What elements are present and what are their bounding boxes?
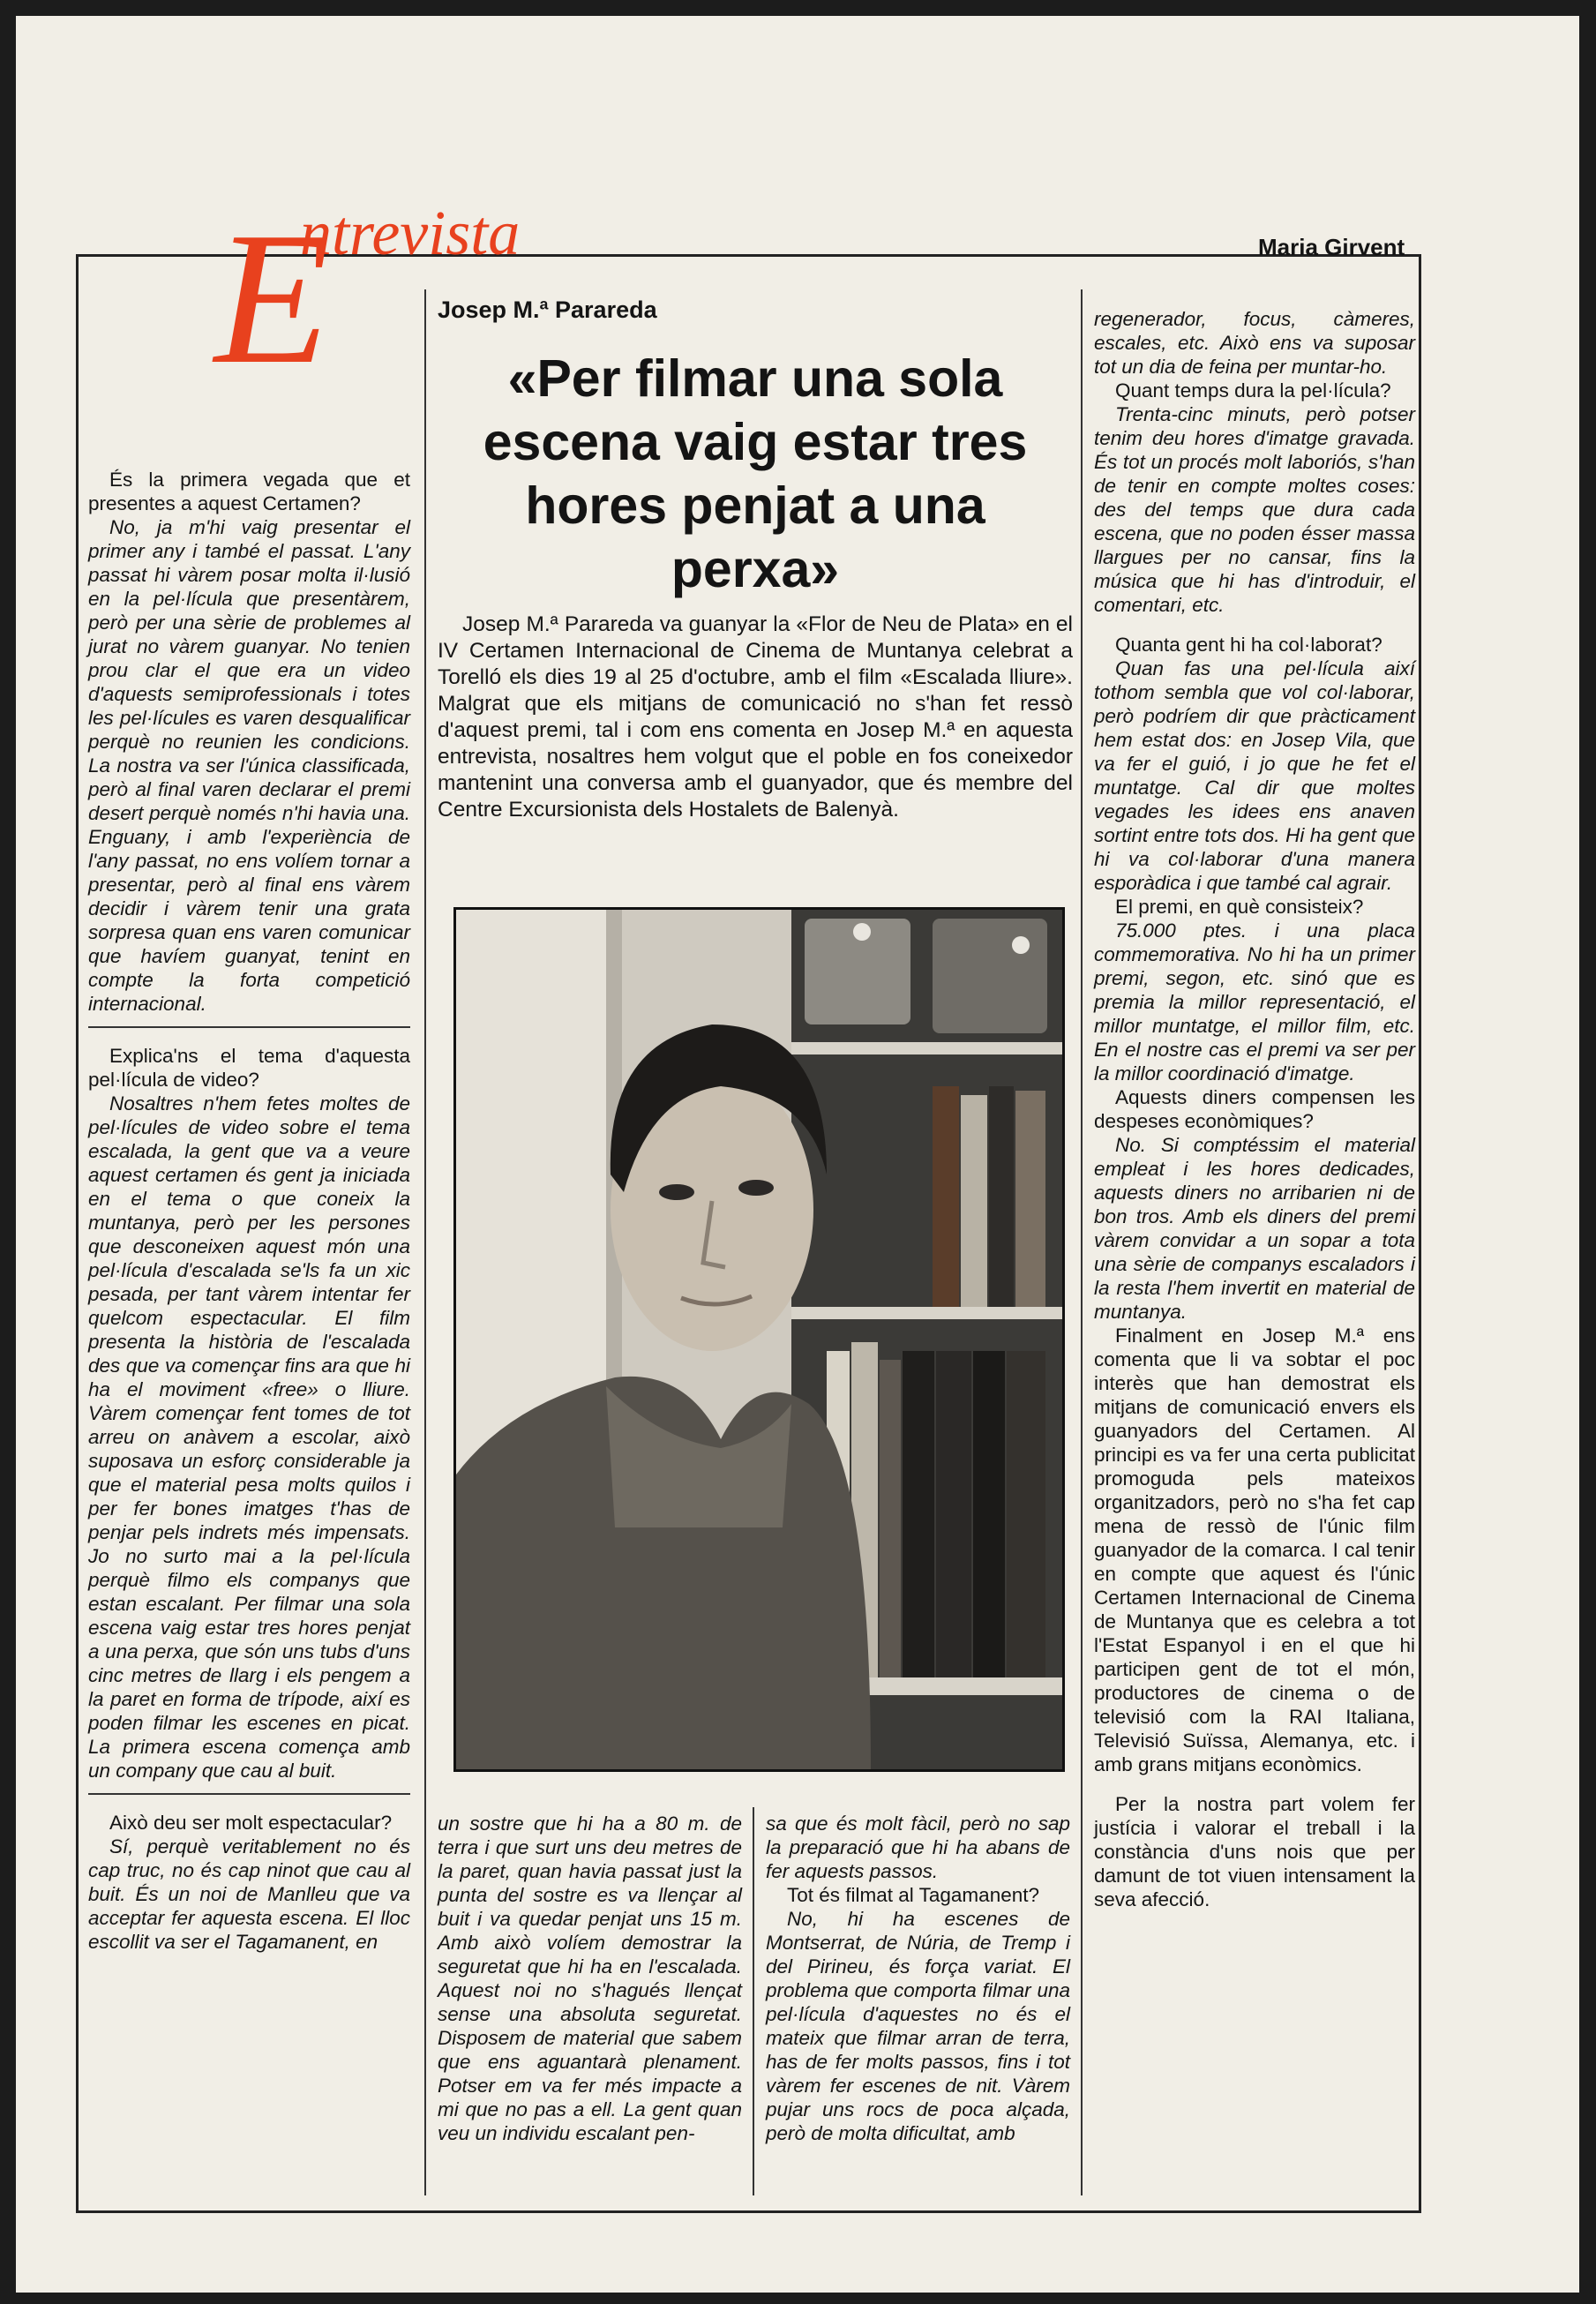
column-1 — [88, 468, 410, 1954]
answer-1: No, ja m'hi vaig presentar el primer any i també el passat. L'any passat hi vàrem posar molta il·lusió en la pel·lícula que presentàrem, però per una sèrie de problemes al jurat no vàrem guanyar. No tenien prou clar el que era un video d'aquests semiprofessionals i totes les pel·lícules es varen desqualificar perquè no reunien les condicions. La nostra va ser l'única classificada, però al final varen declarar el premi desert perquè només n'hi havia una. Enguany, i amb l'experiència de l'any passat, no ens volíem tornar a presentar, però al final ens vàrem decidir i vàrem tenir una grata sorpresa quan ens varen comunicar que havíem guanyat, tenint en compte la forta competició internacional. — [88, 516, 410, 1015]
intro-text: Josep M.ª Parareda va guanyar la «Flor de Neu de Plata» en el IV Certamen Internacional de Cinema de Muntanya celebrat a Torelló els dies 19 al 25 d'octubre, amb el film «Escalada lliure». Malgrat que els mitjans de comunicació no s'han fet ressò d'aquest premi, tal i com ens comenta en Josep M.ª en aquesta entrevista, nosaltres hem volgut que el poble en fos coneixedor mantenint una conversa amb el guanyador, que és membre del Centre Excursionista dels Hostalets de Balenyà. — [438, 612, 1073, 822]
answer-4: No, hi ha escenes de Montserrat, de Núria, de Tremp i del Pirineu, és força variat. El problema que comporta filmar una pel·lícula d'aquestes no és el mateix que filmar arran de terra, has de fer molts passos, fins i tot vàrem fer escenes de nit. Vàrem pujar uns rocs de poca alçada, però de molta dificultat, amb — [766, 1908, 1070, 2144]
column-2a — [438, 1812, 742, 2145]
column-2b — [766, 1812, 1070, 2145]
section-initial: E — [214, 192, 331, 403]
question-6: Quanta gent hi ha col·laborat? — [1115, 634, 1382, 656]
headline: «Per filmar una sola escena vaig estar tres hores penjat a una perxa» — [483, 349, 1028, 598]
answer-4-end: regenerador, focus, càmeres, escales, etc. Això ens va suposar tot un dia de feina per muntar-ho. — [1094, 308, 1415, 378]
divider — [88, 1026, 410, 1028]
question-4: Tot és filmat al Tagamanent? — [787, 1884, 1039, 1906]
answer-3-end: sa que és molt fàcil, però no sap la preparació que hi ha abans de fer aquests passos. — [766, 1812, 1070, 1882]
author-byline: Maria Girvent — [1258, 234, 1405, 260]
column-rule-bottom — [753, 1807, 754, 2195]
closing-paragraph-1: Finalment en Josep M.ª ens comenta que li va sobtar el poc interès que han demostrat els mitjans de comunicació envers els guanyadors del Certamen. Al principi es va fer una certa publicitat promoguda pels mateixos organitzadors, però no s'ha fet cap menа de ressò de l'únic film guanyador de la comarca. I cal tenir en compte que aquest és l'únic Certamen Internacional de Cinema de Muntanya que es celebra a tot l'Estat Espanyol i en el que hi participen gent de tot el món, productores de cinema o de televisió com la RAI Italiana, Televisió Suïssa, Alemanya, etc. i amb grans mitjans econòmics. — [1094, 1325, 1415, 1775]
question-3: Això deu ser molt espectacular? — [109, 1812, 393, 1834]
interviewee-name: Josep M.ª Parareda — [438, 296, 657, 323]
answer-7: 75.000 ptes. i una placa commemorativa. No hi ha un primer premi, segon, etc. sinó que es premia la millor representació, el millor muntatge, el millor film, etc. En el nostre cas el premi va ser per la millor coordinació d'imatge. — [1094, 919, 1415, 1084]
question-2: Explica'ns el tema d'aquesta pel·lícula de video? — [88, 1045, 410, 1091]
answer-5: Trenta-cinc minuts, però potser tenim deu hores d'imatge gravada. És tot un procés molt laboriós, s'han de tenir en compte moltes coses: des del temps que dura cada escena, que no poden ésser massa llargues per no cansar, fins la música que hi has d'introduir, el comentari, etc. — [1094, 403, 1415, 616]
closing-paragraph-2: Per la nostra part volem fer justícia i valorar el treball i la constància d'uns nois que per damunt de tot viuen intensament la seva afecció. — [1094, 1793, 1415, 1910]
divider — [88, 1793, 410, 1795]
answer-3: Sí, perquè veritablement no és cap truc, no és cap ninot que cau al buit. És un noi de Manlleu que va acceptar fer aquesta escena. El lloc escollit va ser el Tagamanent, en — [88, 1835, 410, 1953]
column-3 — [1094, 307, 1415, 1911]
question-8: Aquests diners compensen les despeses econòmiques? — [1094, 1086, 1415, 1132]
column-rule-left — [424, 289, 426, 2195]
column-rule-right — [1081, 289, 1083, 2195]
question-5: Quant temps dura la pel·lícula? — [1115, 379, 1391, 402]
intro-paragraph — [438, 612, 1073, 823]
portrait-photo — [453, 907, 1065, 1772]
magazine-page — [16, 16, 1579, 2293]
question-1: És la primera vegada que et presentes a aquest Certamen? — [88, 469, 410, 514]
section-title: ntrevista — [300, 198, 521, 268]
answer-2: Nosaltres n'hem fetes moltes de pel·lícules de video sobre el tema escalada, la gent que va a veure aquest certamen és gent ja iniciada en el tema o que coneix la muntanya, però per les persones que desconeixen aquest món una pel·lícula d'escalada se'ls fa un xic pesada, per tant vàrem intentar fer quelcom espectacular. El film presenta la història de l'escalada des que va començar fins ara que hi ha el moviment «free» o lliure. Vàrem començar fent tomes de tot arreu on anàvem a escolar, això suposava un esforç considerable ja que el material pesa molts quilos i per fer bones imatges t'has de penjar pels indrets més impensats. Jo no surto mai a la pel·lícula perquè filmo els companys que estan escalant. Per filmar una sola escena vaig estar tres hores penjat a una perxa, que són uns tubs d'uns cinc metres de llarg i els pengem a la paret en forma de trípode, així es poden filmar les escenes en picat. La primera escena comença amb un company que cau al buit. — [88, 1092, 410, 1782]
answer-6: Quan fas una pel·lícula així tothom sembla que vol col·laborar, però podríem dir que pràcticament hem estat dos: en Josep Vila, que va fer el guió, i jo que he fet el muntatge. Cal dir que moltes vegades les idees ens anaven sortint entre tots dos. Hi ha gent que hi va col·laborar d'una manera esporàdica i que també cal agrair. — [1094, 657, 1415, 894]
answer-8: No. Si comptéssim el material empleat i les hores dedicades, aquests diners no arribarien ni de bon tros. Amb els diners del premi vàrem convidar a un sopar a tota una sèrie de companys escaladors i la resta l'hem invertit en material de muntanya. — [1094, 1134, 1415, 1323]
question-7: El premi, en què consisteix? — [1115, 896, 1364, 918]
answer-3-continued: un sostre que hi ha a 80 m. de terra i que surt uns deu metres de la paret, quan havia passat just la punta del sostre es va llençar al buit i va quedar penjat uns 15 m. Amb això volíem demostrar la seguretat que hi ha en l'escalada. Aquest noi no s'hagués llençat sense una absoluta seguretat. Disposem de material que sabem que ens aguantarà plenament. Potser em va fer més impacte a mi que no pas a ell. La gent quan veu un individu escalant pen- — [438, 1812, 742, 2144]
portrait-photo-drawing — [456, 910, 1062, 1769]
